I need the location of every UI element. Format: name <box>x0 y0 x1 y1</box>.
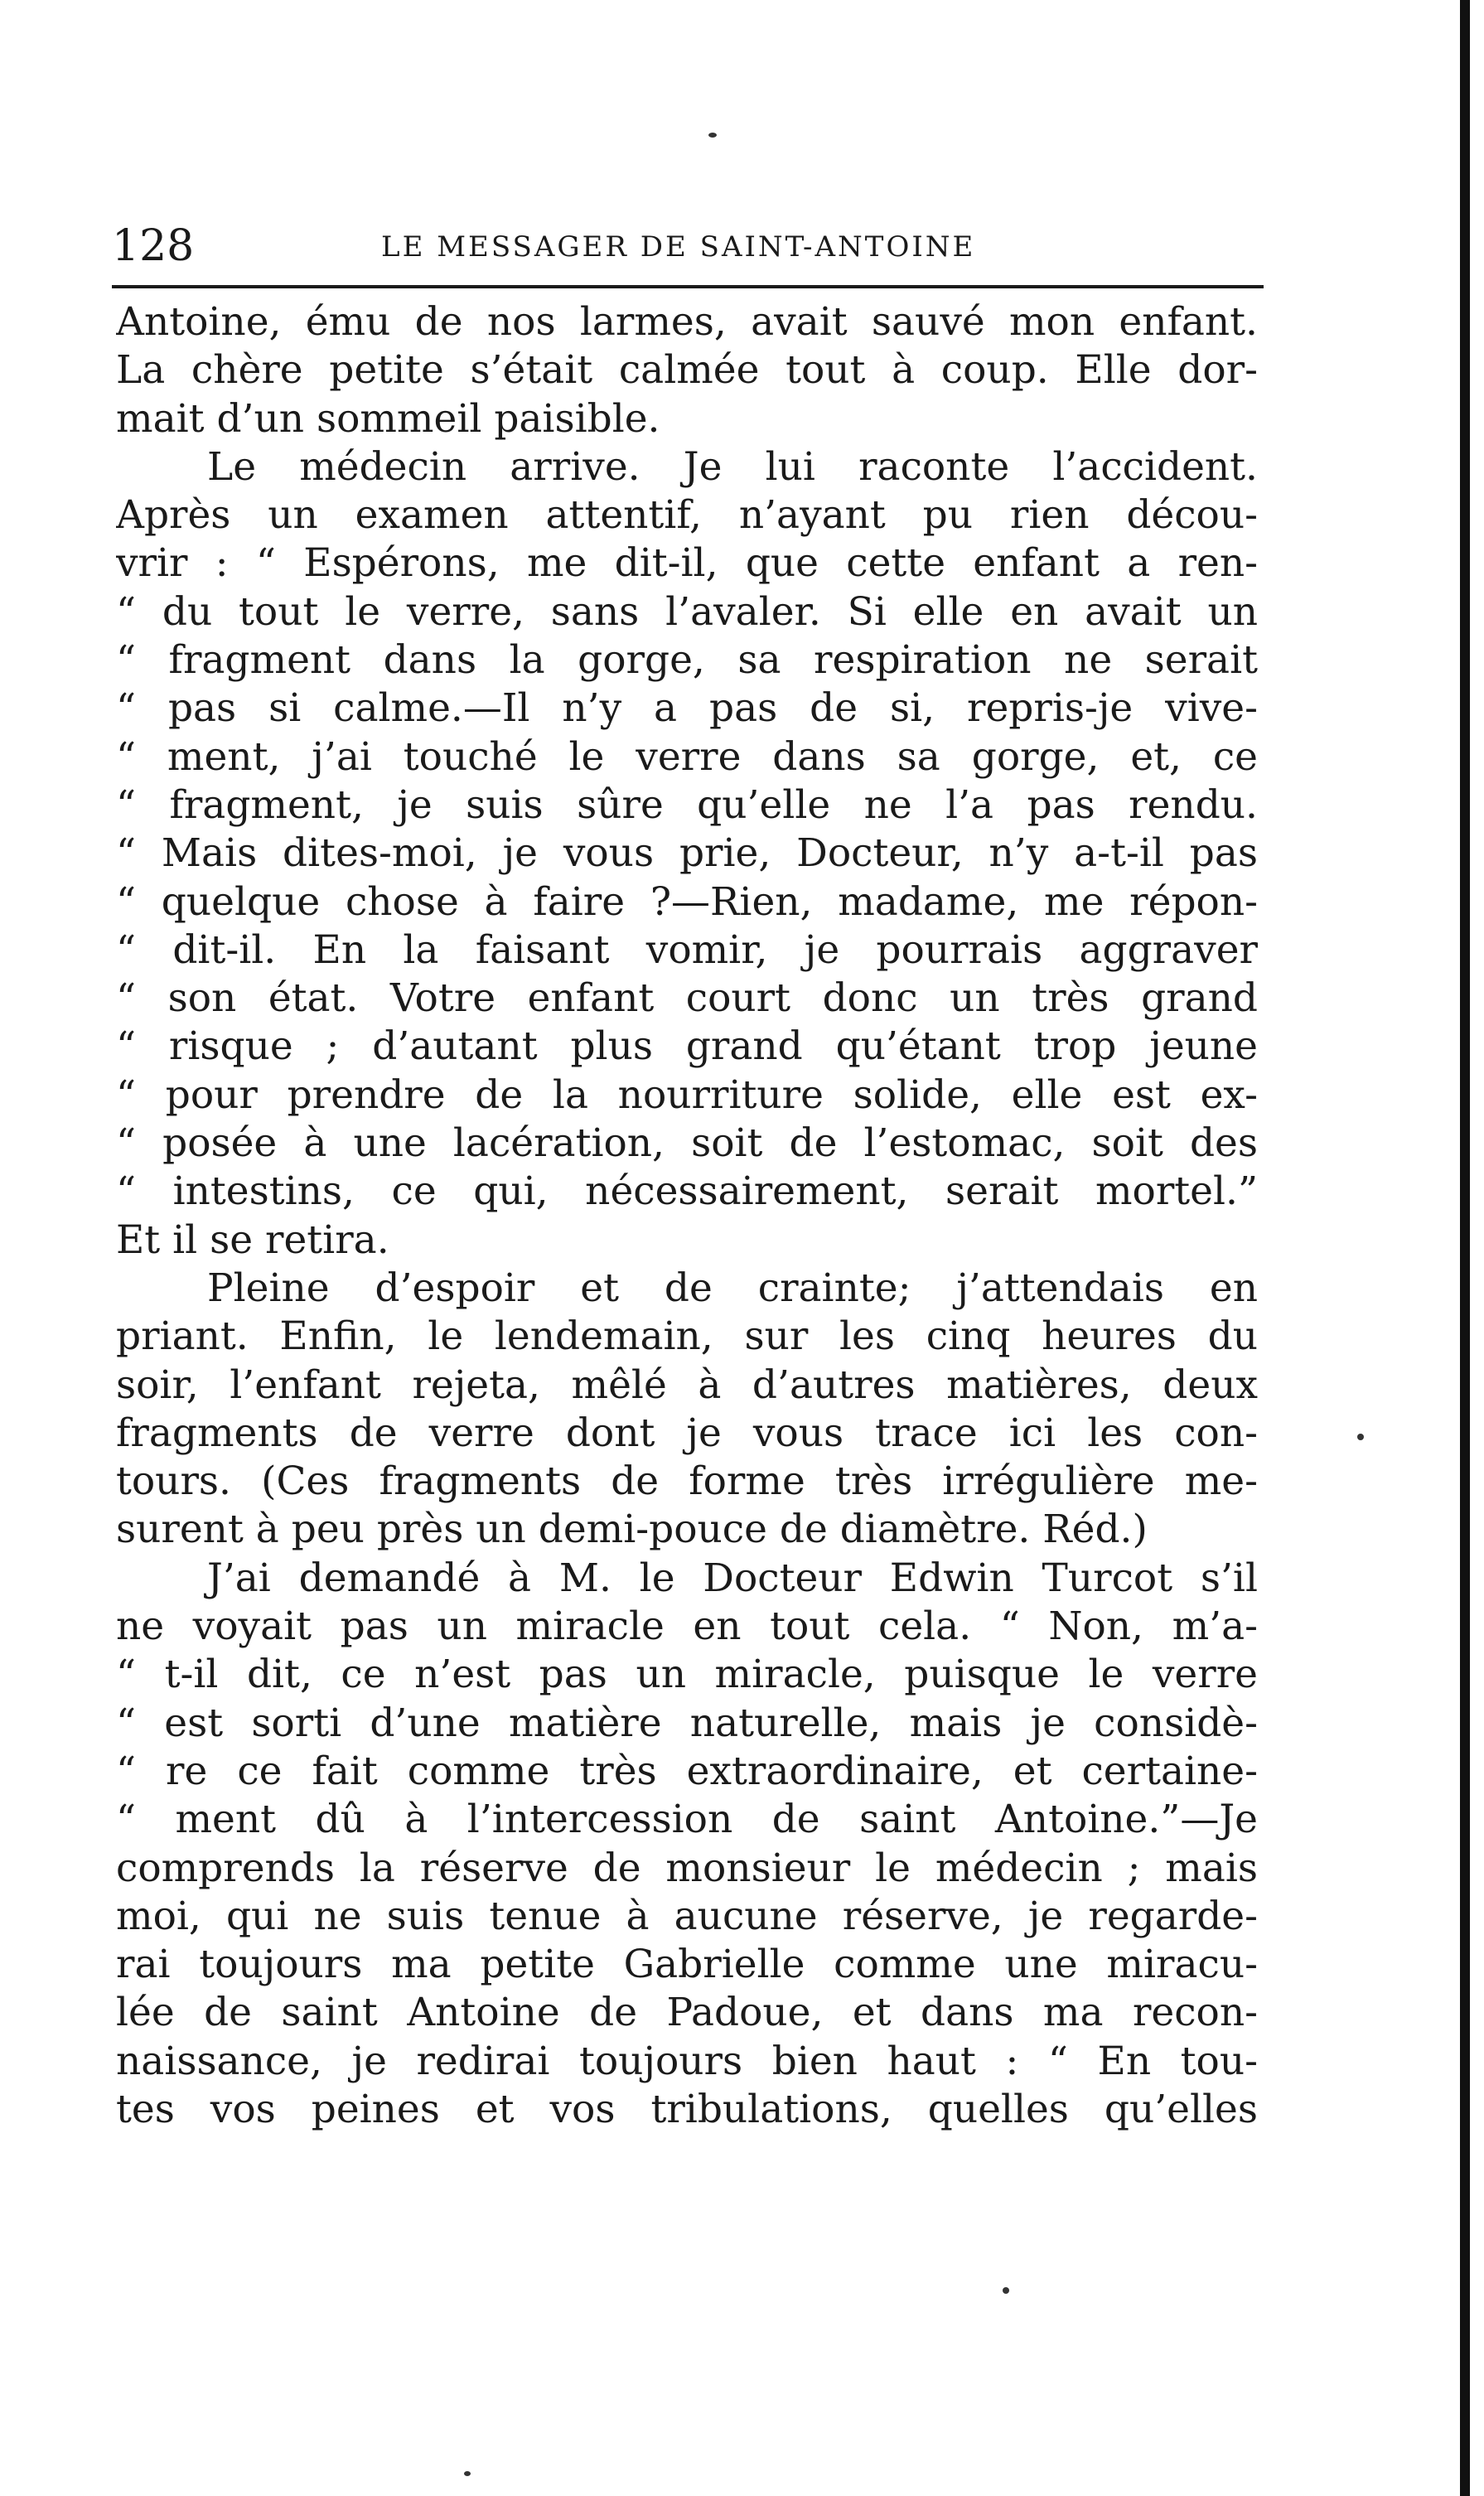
text-line: lée de saint Antoine de Padoue, et dans ma recon- <box>116 1990 1258 2036</box>
page-number: 128 <box>112 221 195 271</box>
text-line: vrir : “ Espérons, me dit-il, que cette enfant a ren- <box>116 540 1258 587</box>
text-line: Antoine, ému de nos larmes, avait sauvé mon enfant. <box>116 299 1258 345</box>
text-line: “ ment, j’ai touché le verre dans sa gorge, et, ce <box>116 733 1258 780</box>
text-line: “ dit-il. En la faisant vomir, je pourrais aggraver <box>116 926 1258 973</box>
text-line: “ pas si calme.—Il n’y a pas de si, repris-je vive- <box>116 685 1258 732</box>
text-line: “ son état. Votre enfant court donc un très grand <box>116 975 1258 1022</box>
running-head <box>112 217 1264 275</box>
text-line: “ risque ; d’autant plus grand qu’étant trop jeune <box>116 1023 1258 1070</box>
print-speck <box>708 133 717 138</box>
text-line: comprends la réserve de monsieur le médecin ; mais <box>116 1845 1258 1891</box>
text-line: naissance, je redirai toujours bien haut : “ En tou- <box>116 2038 1258 2084</box>
text-line: Et il se retira. <box>116 1217 389 1263</box>
page-edge-shadow <box>1460 0 1470 2496</box>
text-line: “ t-il dit, ce n’est pas un miracle, puisque le verre <box>116 1652 1258 1698</box>
text-line: “ posée à une lacération, soit de l’estomac, soit des <box>116 1120 1258 1167</box>
running-title: LE MESSAGER DE SAINT-ANTOINE <box>381 230 976 264</box>
text-line: “ est sorti d’une matière naturelle, mais je considè- <box>116 1700 1258 1746</box>
text-line: priant. Enfin, le lendemain, sur les cinq heures du <box>116 1313 1258 1360</box>
text-line: “ ment dû à l’intercession de saint Antoine.”—Je <box>116 1797 1258 1843</box>
text-line: La chère petite s’était calmée tout à coup. Elle dor- <box>116 347 1258 394</box>
text-line: “ intestins, ce qui, nécessairement, serait mortel.” <box>116 1168 1258 1215</box>
text-line: ne voyait pas un miracle en tout cela. “ Non, m’a- <box>116 1604 1258 1650</box>
text-line: mait d’un sommeil paisible. <box>116 395 660 442</box>
print-speck <box>464 2471 471 2476</box>
text-line: “ pour prendre de la nourriture solide, elle est ex- <box>116 1071 1258 1118</box>
text-line: fragments de verre dont je vous trace ici les con- <box>116 1410 1258 1456</box>
text-line: surent à peu près un demi-pouce de diamètre. Réd.) <box>116 1507 1148 1553</box>
print-speck <box>1003 2287 1009 2294</box>
text-line: moi, qui ne suis tenue à aucune réserve, je regarde- <box>116 1893 1258 1939</box>
text-line: tours. (Ces fragments de forme très irrégulière me- <box>116 1458 1258 1505</box>
text-line: “ fragment, je suis sûre qu’elle ne l’a pas rendu. <box>116 781 1258 828</box>
text-line: tes vos peines et vos tribulations, quelles qu’elles <box>116 2086 1258 2132</box>
text-line: “ du tout le verre, sans l’avaler. Si elle en avait un <box>116 588 1258 635</box>
text-line: “ re ce fait comme très extraordinaire, et certaine- <box>116 1748 1258 1794</box>
text-line: soir, l’enfant rejeta, mêlé à d’autres matières, deux <box>116 1362 1258 1408</box>
text-line: “ fragment dans la gorge, sa respiration ne serait <box>116 637 1258 684</box>
print-speck <box>1357 1434 1364 1440</box>
header-rule <box>112 285 1264 288</box>
body-text <box>116 298 1258 2134</box>
text-line: Pleine d’espoir et de crainte; j’attendais en <box>207 1265 1258 1311</box>
text-line: “ quelque chose à faire ?—Rien, madame, me répon- <box>116 878 1258 925</box>
text-line: J’ai demandé à M. le Docteur Edwin Turcot s’il <box>207 1555 1258 1601</box>
text-line: Le médecin arrive. Je lui raconte l’accident. <box>207 443 1258 490</box>
text-line: Après un examen attentif, n’ayant pu rien décou- <box>116 492 1258 539</box>
text-line: “ Mais dites-moi, je vous prie, Docteur, n’y a-t-il pas <box>116 830 1258 877</box>
text-line: rai toujours ma petite Gabrielle comme une miracu- <box>116 1942 1258 1988</box>
